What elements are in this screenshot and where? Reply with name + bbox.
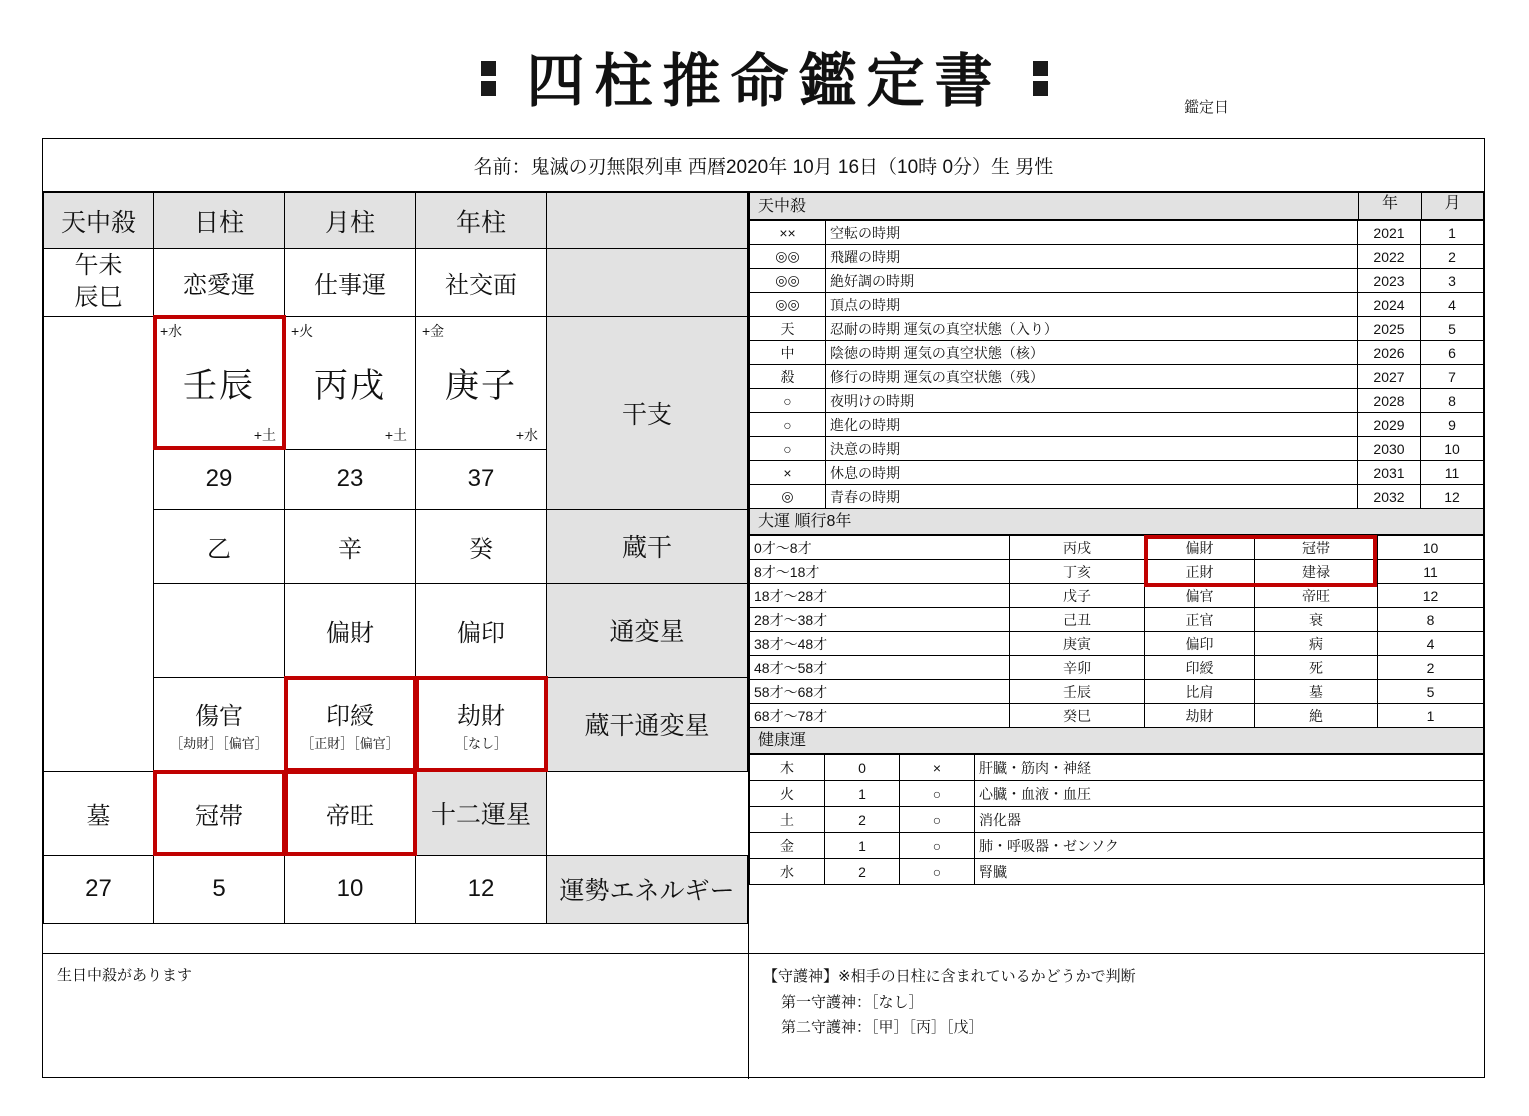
kenko-count: 1 [825,781,900,807]
pillars-table [43,192,748,924]
kenko-element: 金 [750,833,825,859]
energy-month: 10 [285,855,416,923]
tenchusatsu-year: 2021 [1358,221,1421,245]
junishiunsei-month: 冠帯 [154,771,285,855]
kanshi-month [285,316,416,449]
daiun-unsei: 絶 [1255,704,1378,728]
subject-name-row: 名前：鬼滅の刃無限列車 西暦2020年 10月 16日（10時 0分）生 男性 [43,139,1484,192]
tenchusatsu-text: 決意の時期 [826,437,1358,461]
tenchusatsu-year: 2025 [1358,317,1421,341]
left-panel [43,192,749,953]
tenchusatsu-table [749,220,1484,509]
tenchusatsu-mark: ○ [750,413,826,437]
table-row [750,584,1484,608]
table-row [750,365,1484,389]
footer-left-note: 生日中殺があります [43,954,749,1079]
kanshi-day-bottom: +土 [253,426,276,443]
daiun-unsei: 冠帯 [1255,536,1378,560]
header-day-pillar: 日柱 [154,193,285,249]
footer [43,953,1484,1079]
kenko-count: 2 [825,859,900,885]
zokan-tsuhensei-month-sub: ［正財］［偏官］ [301,736,399,752]
report-frame [42,138,1485,1078]
kenko-mark: ○ [900,833,975,859]
shugojin-title: 【守護神】※相手の日柱に含まれているかどうかで判断 [763,968,1136,985]
row-label-zokan: 蔵干 [547,509,748,583]
kenko-mark: × [900,755,975,781]
tenchusatsu-mark: ◎◎ [750,245,826,269]
tenchusatsu-text: 絶好調の時期 [826,269,1358,293]
kenko-panel-title: 健康運 [749,728,1484,754]
tenchusatsu-month: 1 [1421,221,1484,245]
row-label-energy: 運勢エネルギー [547,855,748,923]
daiun-num: 11 [1378,560,1484,584]
daiun-num: 4 [1378,632,1484,656]
tenchusatsu-text: 進化の時期 [826,413,1358,437]
table-row [750,781,1484,807]
daiun-unsei: 死 [1255,656,1378,680]
tenchusatsu-year: 2026 [1358,341,1421,365]
daiun-panel-title: 大運 順行8年 [749,509,1484,535]
tenchusatsu-month: 7 [1421,365,1484,389]
table-row [750,755,1484,781]
table-row [750,536,1484,560]
kenko-mark: ○ [900,859,975,885]
tenchusatsu-mark: ×× [750,221,826,245]
daiun-unsei: 病 [1255,632,1378,656]
kanshi-year-top: +金 [422,322,445,339]
table-row-kanshi [44,316,748,449]
footer-right [749,954,1484,1079]
kanshi-month-top: +火 [291,322,314,339]
table-row [750,221,1484,245]
table-row-junishiunsei [44,771,748,855]
zokan-tsuhensei-month [285,677,416,771]
daiun-tsuhensei: 偏印 [1145,632,1255,656]
daiun-age: 0才～8才 [750,536,1010,560]
tenchusatsu-year: 2023 [1358,269,1421,293]
daiun-num: 12 [1378,584,1484,608]
daiun-kanshi: 丁亥 [1010,560,1145,584]
daiun-panel [749,535,1484,728]
daiun-kanshi: 戊子 [1010,584,1145,608]
theme-work: 仕事運 [285,249,416,317]
tenchusatsu-text: 陰徳の時期 運気の真空状態（核） [826,341,1358,365]
tenchusatsu-year: 2024 [1358,293,1421,317]
kenko-organs: 肺・呼吸器・ゼンソク [975,833,1484,859]
daiun-tsuhensei: 劫財 [1145,704,1255,728]
kenko-table [749,754,1484,885]
daiun-num: 5 [1378,680,1484,704]
tenchusatsu-month: 8 [1421,389,1484,413]
daiun-unsei: 衰 [1255,608,1378,632]
table-row [750,485,1484,509]
table-row [750,293,1484,317]
kenko-count: 2 [825,807,900,833]
kenko-element: 水 [750,859,825,885]
zokan-tsuhensei-year [416,677,547,771]
kanshi-day-main: 壬辰 [183,367,255,406]
title-bar [0,0,1529,128]
kenko-count: 0 [825,755,900,781]
kanshi-month-main: 丙戌 [314,367,386,406]
theme-blank [547,249,748,317]
theme-love: 恋愛運 [154,249,285,317]
tenchusatsu-month: 5 [1421,317,1484,341]
row-label-zokan-tsuhensei: 蔵干通変星 [547,677,748,771]
number-year: 37 [416,449,547,509]
tenchusatsu-mark: ○ [750,437,826,461]
daiun-tsuhensei: 比肩 [1145,680,1255,704]
table-row [750,680,1484,704]
kenko-organs: 心臓・血液・血圧 [975,781,1484,807]
daiun-tsuhensei: 偏官 [1145,584,1255,608]
daiun-kanshi: 壬辰 [1010,680,1145,704]
tenchusatsu-mark: ○ [750,389,826,413]
table-row [750,833,1484,859]
header-tenchusatsu: 天中殺 [44,193,154,249]
table-row [750,413,1484,437]
table-row [750,389,1484,413]
tenchusatsu-year: 2022 [1358,245,1421,269]
daiun-tsuhensei: 正官 [1145,608,1255,632]
title-decor-right-icon [1033,61,1048,101]
kenko-count: 1 [825,833,900,859]
tenchusatsu-text: 飛躍の時期 [826,245,1358,269]
tenchusatsu-year: 2031 [1358,461,1421,485]
zokan-tsuhensei-day-main: 傷官 [195,703,243,731]
row-label-junishiunsei: 十二運星 [416,771,547,855]
kenko-element: 木 [750,755,825,781]
tenchusatsu-month: 3 [1421,269,1484,293]
tenchusatsu-mark: ◎◎ [750,269,826,293]
zokan-tsuhensei-year-sub: ［なし］ [454,736,507,752]
kenko-mark: ○ [900,781,975,807]
daiun-age: 8才～18才 [750,560,1010,584]
tenchusatsu-mark: 天 [750,317,826,341]
daiun-unsei: 建禄 [1255,560,1378,584]
daiun-tsuhensei: 正財 [1145,560,1255,584]
tenchusatsu-month: 11 [1421,461,1484,485]
shugojin-second: 第二守護神：［甲］［丙］［戊］ [781,1019,984,1036]
table-row [750,608,1484,632]
row-label-tsuhensei: 通変星 [547,583,748,677]
table-row [750,269,1484,293]
energy-year: 12 [416,855,547,923]
zokan-month: 辛 [285,509,416,583]
kanshi-month-bottom: +土 [384,426,407,443]
header-year-pillar: 年柱 [416,193,547,249]
daiun-num: 2 [1378,656,1484,680]
daiun-age: 58才～68才 [750,680,1010,704]
tenchusatsu-text: 忍耐の時期 運気の真空状態（入り） [826,317,1358,341]
tenchusatsu-mark: × [750,461,826,485]
energy-total: 27 [44,855,154,923]
zokan-day: 乙 [154,509,285,583]
tenchusatsu-year: 2029 [1358,413,1421,437]
tenchusatsu-text: 修行の時期 運気の真空状態（残） [826,365,1358,389]
tenchusatsu-month: 12 [1421,485,1484,509]
report-body [43,192,1484,953]
kanshi-day [154,316,285,449]
zokan-tsuhensei-day [154,677,285,771]
tenchusatsu-text: 頂点の時期 [826,293,1358,317]
tenchusatsu-month: 4 [1421,293,1484,317]
tenchusatsu-month: 2 [1421,245,1484,269]
daiun-kanshi: 癸巳 [1010,704,1145,728]
kenko-element: 土 [750,807,825,833]
tenchusatsu-value: 午未 辰巳 [44,249,154,317]
daiun-age: 18才～28才 [750,584,1010,608]
kanshi-year-bottom: +水 [515,426,538,443]
shugojin-first: 第一守護神：［なし］ [781,993,924,1011]
daiun-kanshi: 丙戌 [1010,536,1145,560]
tenchusatsu-mark: 殺 [750,365,826,389]
tenchusatsu-year: 2027 [1358,365,1421,389]
zokan-tsuhensei-year-main: 劫財 [457,703,505,731]
tenchusatsu-mark: ◎◎ [750,293,826,317]
kenko-organs: 消化器 [975,807,1484,833]
tenchusatsu-text: 休息の時期 [826,461,1358,485]
table-row-energy [44,855,748,923]
page-title [0,34,1529,118]
tsuhensei-month: 偏財 [285,583,416,677]
tenchusatsu-mark: 中 [750,341,826,365]
table-row [750,632,1484,656]
zokan-year: 癸 [416,509,547,583]
junishiunsei-day: 墓 [44,771,154,855]
daiun-num: 10 [1378,536,1484,560]
row-label-kanshi: 干支 [547,316,748,509]
header-month-pillar: 月柱 [285,193,416,249]
theme-social: 社交面 [416,249,547,317]
tenchusatsu-text: 夜明けの時期 [826,389,1358,413]
daiun-unsei: 墓 [1255,680,1378,704]
table-row [750,560,1484,584]
daiun-tsuhensei: 印綬 [1145,656,1255,680]
table-row [750,704,1484,728]
number-day: 29 [154,449,285,509]
table-row [750,461,1484,485]
table-row [750,656,1484,680]
kenko-mark: ○ [900,807,975,833]
tenchusatsu-year: 2032 [1358,485,1421,509]
table-row [750,437,1484,461]
tenchusatsu-col-year: 年 [1358,192,1421,220]
kanshi-year [416,316,547,449]
daiun-tsuhensei: 偏財 [1145,536,1255,560]
table-row [750,807,1484,833]
zokan-tsuhensei-day-sub: ［劫財］［偏官］ [170,736,268,752]
energy-day: 5 [154,855,285,923]
daiun-unsei: 帝旺 [1255,584,1378,608]
tenchusatsu-empty-cell [44,316,154,771]
tenchusatsu-text: 青春の時期 [826,485,1358,509]
kenko-organs: 肝臓・筋肉・神経 [975,755,1484,781]
daiun-table [749,535,1484,728]
header-blank [547,193,748,249]
kenko-element: 火 [750,781,825,807]
daiun-age: 48才～58才 [750,656,1010,680]
title-decor-left-icon [481,61,496,101]
daiun-age: 68才～78才 [750,704,1010,728]
daiun-kanshi: 辛卯 [1010,656,1145,680]
zokan-tsuhensei-month-main: 印綬 [326,703,374,731]
kanshi-day-top: +水 [160,322,183,339]
tenchusatsu-year: 2030 [1358,437,1421,461]
page-title-text: 四柱推命鑑定書 [526,47,1003,115]
table-row-headers [44,193,748,249]
right-panel [749,192,1484,953]
table-row-theme [44,249,748,317]
kanshi-year-main: 庚子 [445,367,517,406]
tenchusatsu-mark: ◎ [750,485,826,509]
tenchusatsu-month: 10 [1421,437,1484,461]
daiun-num: 1 [1378,704,1484,728]
daiun-kanshi: 己丑 [1010,608,1145,632]
tenchusatsu-panel-title: 天中殺 [749,192,1358,220]
junishiunsei-year: 帝旺 [285,771,416,855]
kenko-organs: 腎臓 [975,859,1484,885]
daiun-kanshi: 庚寅 [1010,632,1145,656]
tenchusatsu-text: 空転の時期 [826,221,1358,245]
table-row [750,859,1484,885]
table-row [750,245,1484,269]
tsuhensei-year: 偏印 [416,583,547,677]
table-row [750,341,1484,365]
tsuhensei-day [154,583,285,677]
tenchusatsu-month: 9 [1421,413,1484,437]
kanteibi-label: 鑑定日 [1183,99,1229,116]
tenchusatsu-col-month: 月 [1421,192,1484,220]
tenchusatsu-month: 6 [1421,341,1484,365]
daiun-age: 38才～48才 [750,632,1010,656]
table-row [750,317,1484,341]
tenchusatsu-panel-header [749,192,1484,220]
daiun-num: 8 [1378,608,1484,632]
tenchusatsu-year: 2028 [1358,389,1421,413]
daiun-age: 28才～38才 [750,608,1010,632]
number-month: 23 [285,449,416,509]
